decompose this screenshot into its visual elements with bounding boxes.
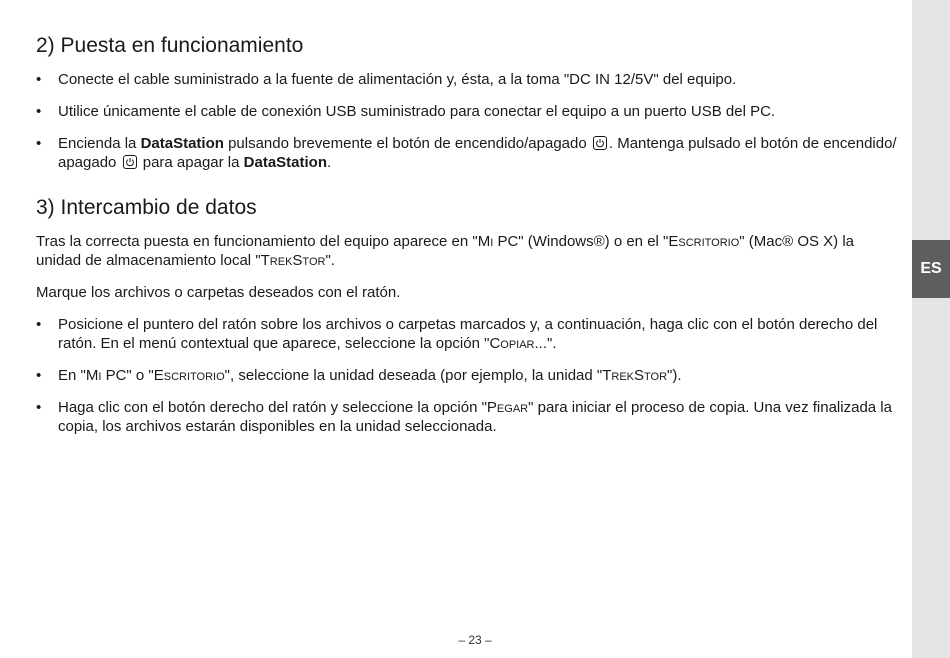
ui-term: TrekStor xyxy=(602,367,668,384)
section-3-heading: 3) Intercambio de datos xyxy=(36,196,257,219)
list-item-text: Encienda la DataStation pulsando brevemente el botón de encendido/apagado . Mantenga pulsado el botón de encendido/ apagado para apagar la DataStation. xyxy=(58,135,897,171)
bullet-marker: • xyxy=(36,71,42,88)
bullet-marker: • xyxy=(36,135,42,152)
language-tab: ES xyxy=(912,240,950,298)
list-item-text: Utilice únicamente el cable de conexión USB suministrado para conectar el equipo a un puerto USB del PC. xyxy=(58,103,776,120)
list-item-text: Posicione el puntero del ratón sobre los archivos o carpetas marcados y, a continuación, haga clic con el botón derecho del ratón. En el menú contextual que aparece, seleccione la opción "Copiar...". xyxy=(58,316,878,352)
list-item xyxy=(36,398,898,436)
ui-term: Pegar xyxy=(486,399,529,416)
list-item xyxy=(36,315,898,353)
list-item-text: Haga clic con el botón derecho del ratón y seleccione la opción "Pegar" para iniciar el proceso de copia. Una vez finalizada la copia, los archivos estarán disponibles en la unidad seleccionada. xyxy=(58,399,892,435)
section-3-list xyxy=(36,315,898,436)
bullet-marker: • xyxy=(36,367,42,384)
section-2-list xyxy=(36,70,898,172)
list-item xyxy=(36,366,898,385)
product-name: DataStation xyxy=(243,154,327,171)
list-item-text: Conecte el cable suministrado a la fuente de alimentación y, ésta, a la toma "DC IN 12/5V" del equipo. xyxy=(58,71,737,88)
ui-term: Mi PC xyxy=(85,367,127,384)
side-strip xyxy=(912,0,950,658)
section-2-heading: 2) Puesta en funcionamiento xyxy=(36,34,304,57)
bullet-marker: • xyxy=(36,399,42,416)
paragraph: Marque los archivos o carpetas deseados con el ratón. xyxy=(36,284,401,301)
bullet-marker: • xyxy=(36,103,42,120)
product-name: DataStation xyxy=(140,135,224,152)
page-content xyxy=(36,32,898,449)
power-icon xyxy=(593,136,607,150)
page-number: – 23 – xyxy=(458,633,492,647)
list-item xyxy=(36,134,898,172)
paragraph: Tras la correcta puesta en funcionamiento del equipo aparece en "Mi PC" (Windows®) o en el "Escritorio" (Mac® OS X) la unidad de almacenamiento local "TrekStor". xyxy=(36,233,855,269)
list-item-text: En "Mi PC" o "Escritorio", seleccione la unidad deseada (por ejemplo, la unidad "TrekStor"). xyxy=(58,367,682,384)
list-item xyxy=(36,70,898,89)
ui-term: Escritorio xyxy=(668,233,740,250)
ui-term: TrekStor xyxy=(260,252,326,269)
list-item xyxy=(36,102,898,121)
ui-term: Mi PC xyxy=(477,233,519,250)
ui-term: Escritorio xyxy=(153,367,225,384)
bullet-marker: • xyxy=(36,316,42,333)
power-icon xyxy=(123,155,137,169)
ui-term: Copiar... xyxy=(489,335,548,352)
